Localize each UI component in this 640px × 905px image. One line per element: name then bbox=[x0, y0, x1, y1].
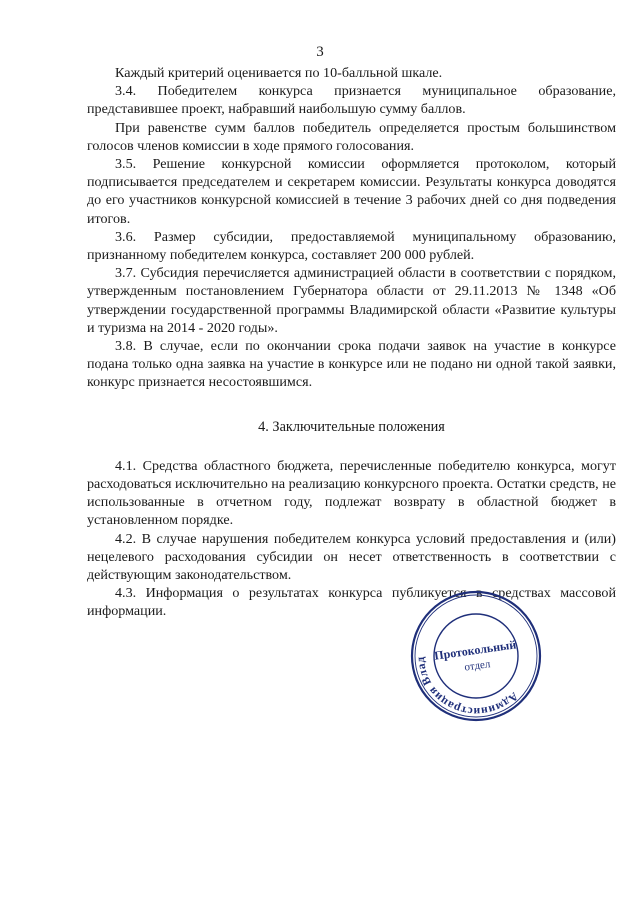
stamp-center-line1: Протокольный bbox=[433, 637, 517, 663]
paragraph-3-4: 3.4. Победителем конкурса признается муниципальное образование, представившее проект, набравший наибольшую сумму баллов. bbox=[87, 83, 616, 118]
paragraph-3-6: 3.6. Размер субсидии, предоставляемой муниципальному образованию, признанному победителем конкурса, составляет 200 000 рублей. bbox=[87, 228, 616, 264]
paragraph-4-2: 4.2. В случае нарушения победителем конкурса условий предоставления и (или) нецелевого расходования субсидии он несет ответственность в соответствии с действующим законодательством. bbox=[87, 530, 616, 584]
official-stamp bbox=[408, 588, 544, 724]
paragraph-tie-rule: При равенстве сумм баллов победитель определяется простым большинством голосов членов комиссии в ходе прямого голосования. bbox=[87, 119, 616, 154]
paragraph-3-8: 3.8. В случае, если по окончании срока подачи заявок на участие в конкурсе подана только одна заявка на участие в конкурсе или не подано ни одной такой заявки, конкурс признается несостоявшимся. bbox=[87, 338, 616, 391]
paragraph-criteria-scale: Каждый критерий оценивается по 10-балльной шкале. bbox=[115, 65, 443, 81]
section-heading-final-provisions: 4. Заключительные положения bbox=[258, 418, 445, 435]
paragraph-4-1: 4.1. Средства областного бюджета, перечисленные победителю конкурса, могут расходоваться исключительно на реализацию конкурсного проекта. Остатки средств, не использованные в отчетном году, подлежат возврату в областной бюджет в установленном порядке. bbox=[87, 457, 616, 529]
stamp-center-line2: отдел bbox=[463, 658, 492, 674]
paragraph-4-3: 4.3. Информация о результатах конкурса публикуется в средствах массовой информации. bbox=[87, 585, 616, 620]
document-body bbox=[87, 64, 616, 621]
paragraph-3-7: 3.7. Субсидия перечисляется администрацией области в соответствии с порядком, утвержденным постановлением Губернатора области от 29.11.2013 № 1348 «Об утверждении государственной программы Владимирской области «Развитие культуры и туризма на 2014 - 2020 годы». bbox=[87, 265, 616, 336]
stamp-seal-icon bbox=[408, 588, 544, 724]
page-number: 3 bbox=[316, 44, 324, 60]
paragraph-3-5: 3.5. Решение конкурсной комиссии оформляется протоколом, который подписывается председателем и секретарем комиссии. Результаты конкурса доводятся до его участников конкурсной комиссией в течение 3 рабочих дней со дня подведения итогов. bbox=[87, 156, 616, 227]
stamp-ring-text: Администрация Влад bbox=[414, 655, 521, 718]
